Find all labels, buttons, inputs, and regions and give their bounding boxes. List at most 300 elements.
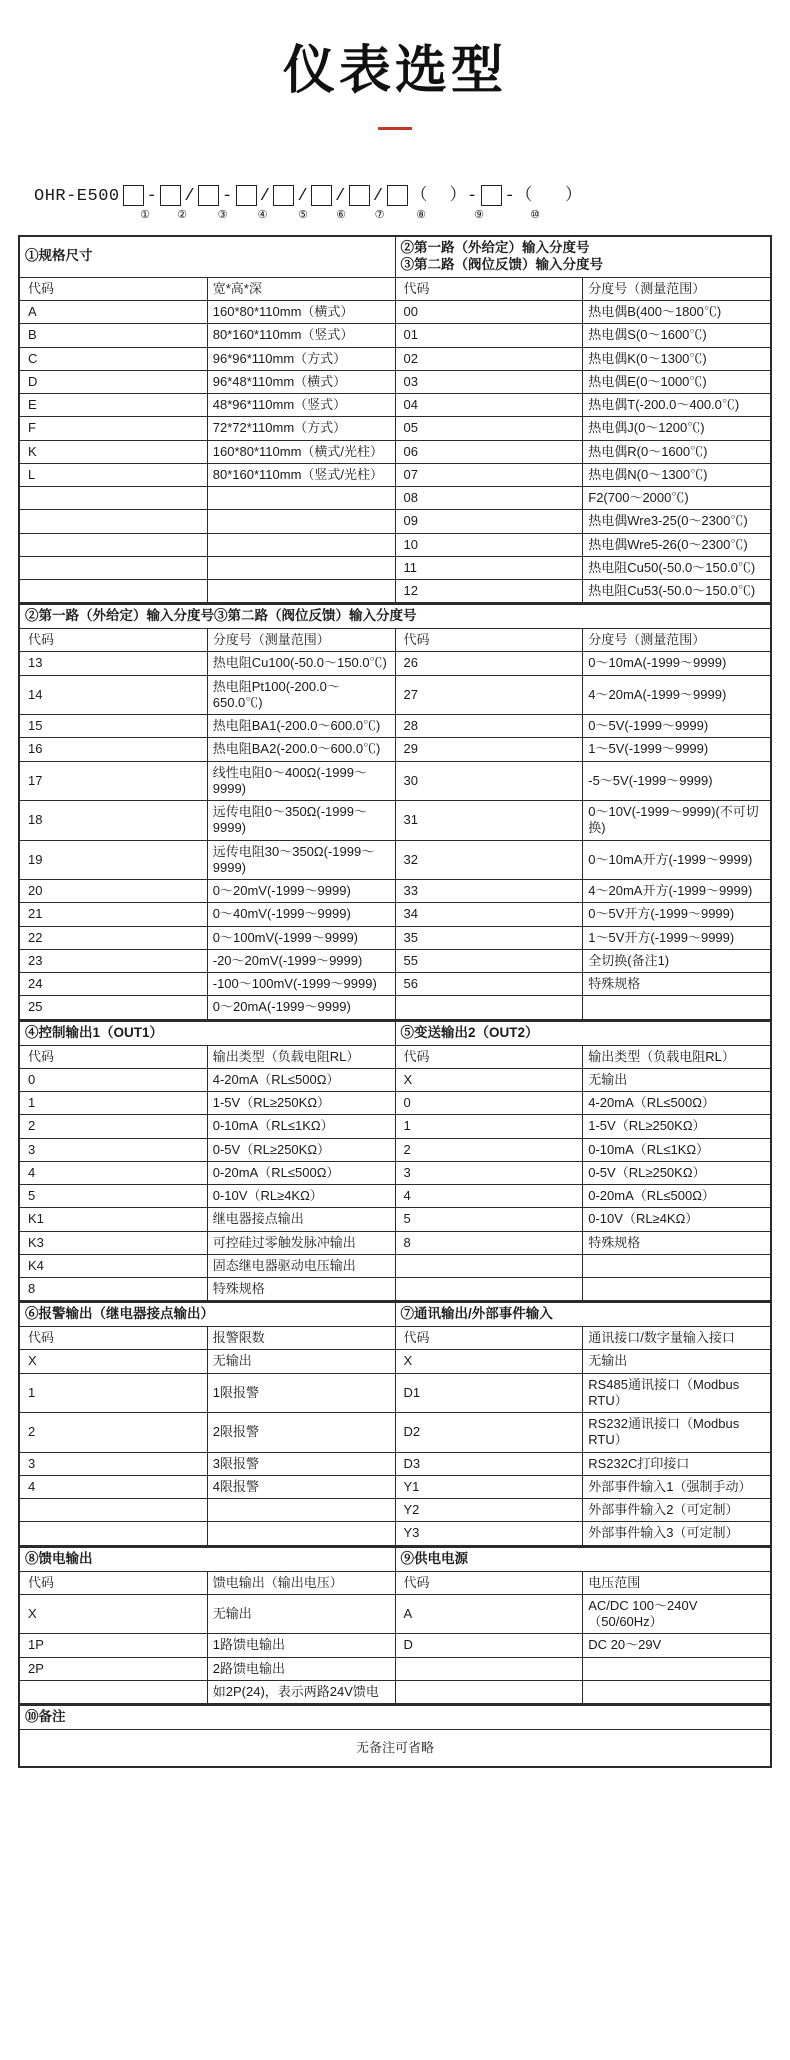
s2-l-code-1: 14 [20,675,208,715]
s2-l-desc-7: 0～20mV(-1999～9999) [207,880,395,903]
table-row [20,1499,771,1522]
s2-r-code-8: 34 [395,903,583,926]
table-row [20,463,771,486]
s3-r-desc-1: 4-20mA（RL≤500Ω） [583,1092,771,1115]
section-2-header-code-left: 代码 [20,629,208,652]
s5-l-desc-0: 无输出 [207,1594,395,1634]
s4-l-blank-desc-5 [207,1499,395,1522]
s3-r-code-2: 1 [395,1115,583,1138]
section-5-left-title: ⑧馈电输出 [20,1547,396,1571]
s2-r-code-10: 55 [395,949,583,972]
section-2-table [18,604,772,1020]
s1-l-blank-10 [20,533,208,556]
s1-l-blank-11 [20,556,208,579]
section-4-header-code-left: 代码 [20,1327,208,1350]
table-row [20,556,771,579]
s3-l-desc-2: 0-10mA（RL≤1KΩ） [207,1115,395,1138]
s1-l-code-5: F [20,417,208,440]
s3-r-code-6: 5 [395,1208,583,1231]
s3-r-blank-8 [395,1254,583,1277]
s2-r-code-3: 29 [395,738,583,761]
s1-r-code-1: 01 [395,324,583,347]
s1-l-blank-12 [20,580,208,603]
table-row [20,324,771,347]
s2-r-desc-8: 0～5V开方(-1999～9999) [583,903,771,926]
s5-r-blank-2 [395,1657,583,1680]
s2-r-desc-5: 0～10V(-1999～9999)(不可切换) [583,801,771,841]
s2-r-desc-9: 1～5V开方(-1999～9999) [583,926,771,949]
s3-r-desc-0: 无输出 [583,1068,771,1091]
s1-r-code-7: 07 [395,463,583,486]
s5-r-desc-0: AC/DC 100～240V（50/60Hz） [583,1594,771,1634]
s1-r-desc-11: 热电阻Cu50(-50.0～150.0℃) [583,556,771,579]
s3-l-code-2: 2 [20,1115,208,1138]
s1-r-code-8: 08 [395,487,583,510]
s4-r-desc-6: 外部事件输入3（可定制） [583,1522,771,1545]
s4-r-code-3: D3 [395,1452,583,1475]
s5-l-blank-3 [20,1680,208,1703]
s2-l-code-8: 21 [20,903,208,926]
s2-l-desc-9: 0～100mV(-1999～9999) [207,926,395,949]
section-4-right-title: ⑦通讯输出/外部事件输入 [395,1303,771,1327]
s4-r-code-1: D1 [395,1373,583,1413]
s1-l-desc-6: 160*80*110mm（横式/光柱） [207,440,395,463]
s2-r-desc-0: 0～10mA(-1999～9999) [583,652,771,675]
s2-l-desc-3: 热电阻BA2(-200.0～600.0℃) [207,738,395,761]
s2-r-desc-4: -5～5V(-1999～9999) [583,761,771,801]
s1-l-code-0: A [20,301,208,324]
table-row [20,1254,771,1277]
section-5-heading-row [20,1547,771,1571]
s1-r-code-6: 06 [395,440,583,463]
section-1-header-row [20,277,771,300]
section-4-header-desc-right: 通讯接口/数字量输入接口 [583,1327,771,1350]
s1-r-desc-7: 热电偶N(0～1300℃) [583,463,771,486]
s4-l-code-2: 2 [20,1413,208,1453]
section-1-table [18,235,772,604]
s2-r-desc-1: 4～20mA(-1999～9999) [583,675,771,715]
s1-r-desc-9: 热电偶Wre3-25(0～2300℃) [583,510,771,533]
section-3-heading-row [20,1021,771,1045]
s4-l-blank-5 [20,1499,208,1522]
s2-r-blank-desc-12 [583,996,771,1019]
s3-l-code-1: 1 [20,1092,208,1115]
section-5-header-desc-right: 电压范围 [583,1571,771,1594]
section-5-table [18,1547,772,1705]
section-5-right-title: ⑨供电电源 [395,1547,771,1571]
section-1-right-title-line2: ③第二路（阀位反馈）输入分度号 [400,256,603,272]
table-row [20,738,771,761]
model-index-row [34,208,790,221]
table-row [20,1115,771,1138]
section-4-header-desc-left: 报警限数 [207,1327,395,1350]
s3-l-desc-5: 0-10V（RL≥4KΩ） [207,1185,395,1208]
s2-l-desc-1: 热电阻Pt100(-200.0～650.0℃) [207,675,395,715]
section-3-right-title: ⑤变送输出2（OUT2） [395,1021,771,1045]
section-3-header-row [20,1045,771,1068]
model-box-5[interactable] [273,185,294,206]
s3-r-blank-desc-8 [583,1254,771,1277]
s2-r-desc-7: 4～20mA开方(-1999～9999) [583,880,771,903]
table-row [20,1680,771,1703]
model-sep-slash-5: / [372,187,384,206]
model-prefix: OHR-E500 [34,187,120,206]
s2-l-desc-11: -100～100mV(-1999～9999) [207,973,395,996]
s1-r-code-0: 00 [395,301,583,324]
s1-r-code-10: 10 [395,533,583,556]
table-row [20,1138,771,1161]
s2-l-code-4: 17 [20,761,208,801]
section-2-title: ②第一路（外给定）输入分度号③第二路（阀位反馈）输入分度号 [20,605,771,629]
s5-r-blank-desc-3 [583,1680,771,1703]
table-row [20,996,771,1019]
section-1-right-header-desc: 分度号（测量范围） [583,277,771,300]
s1-l-desc-0: 160*80*110mm（横式） [207,301,395,324]
s1-r-desc-4: 热电偶T(-200.0～400.0℃) [583,394,771,417]
table-row [20,417,771,440]
table-row [20,1452,771,1475]
s2-l-code-0: 13 [20,652,208,675]
table-row [20,1092,771,1115]
section-3-header-code-right: 代码 [395,1045,583,1068]
s5-l-code-1: 1P [20,1634,208,1657]
model-paren-2: -（ ） [504,187,583,206]
table-row [20,1350,771,1373]
table-row [20,1373,771,1413]
model-code-line [34,176,790,206]
section-2-header-code-right: 代码 [395,629,583,652]
s3-r-desc-3: 0-10mA（RL≤1KΩ） [583,1138,771,1161]
s5-r-code-1: D [395,1634,583,1657]
s1-r-desc-1: 热电偶S(0～1600℃) [583,324,771,347]
s3-l-desc-9: 特殊规格 [207,1278,395,1301]
s2-r-desc-10: 全切换(备注1) [583,949,771,972]
s1-r-desc-8: F2(700～2000℃) [583,487,771,510]
s1-l-desc-3: 96*48*110mm（横式） [207,370,395,393]
s1-r-code-11: 11 [395,556,583,579]
section-1-left-header-code: 代码 [20,277,208,300]
table-row [20,949,771,972]
table-row [20,533,771,556]
s2-l-code-11: 24 [20,973,208,996]
section-6-note: 无备注可省略 [20,1729,771,1766]
s4-r-desc-1: RS485通讯接口（Modbus RTU） [583,1373,771,1413]
s4-l-desc-1: 1限报警 [207,1373,395,1413]
s2-l-desc-8: 0～40mV(-1999～9999) [207,903,395,926]
table-row [20,926,771,949]
s4-r-code-4: Y1 [395,1475,583,1498]
s1-l-desc-1: 80*160*110mm（竖式） [207,324,395,347]
model-code-area [0,176,790,221]
s3-r-desc-7: 特殊规格 [583,1231,771,1254]
s5-l-desc-1: 1路馈电输出 [207,1634,395,1657]
section-1-right-header-code: 代码 [395,277,583,300]
table-row [20,301,771,324]
s4-l-code-0: X [20,1350,208,1373]
s3-r-code-1: 0 [395,1092,583,1115]
title-divider [378,127,412,130]
table-row [20,370,771,393]
s3-r-desc-5: 0-20mA（RL≤500Ω） [583,1185,771,1208]
s4-l-blank-6 [20,1522,208,1545]
s1-r-desc-12: 热电阻Cu53(-50.0～150.0℃) [583,580,771,603]
s3-l-code-3: 3 [20,1138,208,1161]
s2-l-desc-10: -20～20mV(-1999～9999) [207,949,395,972]
section-6-title: ⑩备注 [20,1706,771,1730]
model-box-9[interactable] [481,185,502,206]
s2-l-desc-12: 0～20mA(-1999～9999) [207,996,395,1019]
s3-r-code-5: 4 [395,1185,583,1208]
model-box-6[interactable] [311,185,332,206]
s2-r-code-5: 31 [395,801,583,841]
model-index-6: ⑥ [336,209,346,221]
table-row [20,1278,771,1301]
s1-l-code-7: L [20,463,208,486]
table-row [20,1068,771,1091]
table-row [20,880,771,903]
s2-r-desc-2: 0～5V(-1999～9999) [583,715,771,738]
s3-l-code-5: 5 [20,1185,208,1208]
s2-r-desc-11: 特殊规格 [583,973,771,996]
model-box-3[interactable] [198,185,219,206]
s3-r-blank-desc-9 [583,1278,771,1301]
model-index-1: ① [140,209,150,221]
s1-l-blank-desc-8 [207,487,395,510]
section-4-heading-row [20,1303,771,1327]
s2-l-code-12: 25 [20,996,208,1019]
table-row [20,1161,771,1184]
s4-l-desc-3: 3限报警 [207,1452,395,1475]
s1-l-code-2: C [20,347,208,370]
page-title: 仪表选型 [282,41,507,101]
s1-r-code-12: 12 [395,580,583,603]
model-sep-dash-1: - [146,187,158,206]
model-index-10: ⑩ [530,209,540,221]
section-4-header-code-right: 代码 [395,1327,583,1350]
s1-r-desc-0: 热电偶B(400～1800℃) [583,301,771,324]
s3-r-desc-6: 0-10V（RL≥4KΩ） [583,1208,771,1231]
s3-r-code-3: 2 [395,1138,583,1161]
model-paren-1: （ ）- [410,187,478,206]
section-5-header-row [20,1571,771,1594]
section-5-header-code-right: 代码 [395,1571,583,1594]
table-row [20,675,771,715]
s1-l-code-4: E [20,394,208,417]
model-sep-dash-2: - [222,187,233,206]
section-1-right-title [395,237,771,278]
section-3-header-code-left: 代码 [20,1045,208,1068]
section-1-left-header-desc: 宽*高*深 [207,277,395,300]
model-index-9: ⑨ [474,209,484,221]
s4-l-desc-4: 4限报警 [207,1475,395,1498]
s2-r-desc-3: 1～5V(-1999～9999) [583,738,771,761]
section-1-left-title: ①规格尺寸 [20,237,396,278]
s2-r-code-4: 30 [395,761,583,801]
model-index-8: ⑧ [416,209,426,221]
section-5-header-desc-left: 馈电输出（输出电压） [207,1571,395,1594]
s1-l-blank-desc-11 [207,556,395,579]
s5-l-code-2: 2P [20,1657,208,1680]
model-index-4: ④ [257,209,268,221]
s4-r-desc-3: RS232C打印接口 [583,1452,771,1475]
s2-l-desc-0: 热电阻Cu100(-50.0～150.0℃) [207,652,395,675]
section-3-table [18,1021,772,1303]
s3-l-desc-8: 固态继电器驱动电压输出 [207,1254,395,1277]
s1-r-code-4: 04 [395,394,583,417]
s3-l-desc-3: 0-5V（RL≥250KΩ） [207,1138,395,1161]
s3-l-code-9: 8 [20,1278,208,1301]
model-box-1[interactable] [123,185,144,206]
s2-l-desc-4: 线性电阻0～400Ω(-1999～9999) [207,761,395,801]
table-row [20,1634,771,1657]
s2-r-code-6: 32 [395,840,583,880]
model-box-7[interactable] [349,185,370,206]
s5-r-blank-desc-2 [583,1657,771,1680]
s1-l-code-6: K [20,440,208,463]
s1-l-blank-desc-9 [207,510,395,533]
s2-r-desc-6: 0～10mA开方(-1999～9999) [583,840,771,880]
s4-r-code-5: Y2 [395,1499,583,1522]
section-4-table [18,1302,772,1546]
table-row [20,1208,771,1231]
s2-r-code-2: 28 [395,715,583,738]
table-row [20,510,771,533]
section-1-heading-row [20,237,771,278]
s4-l-desc-0: 无输出 [207,1350,395,1373]
section-2-header-row [20,629,771,652]
s3-r-code-4: 3 [395,1161,583,1184]
s1-r-code-3: 03 [395,370,583,393]
table-row [20,1594,771,1634]
model-box-8[interactable] [387,185,408,206]
table-row [20,347,771,370]
model-index-2: ② [177,209,187,221]
s4-r-code-2: D2 [395,1413,583,1453]
s2-l-code-2: 15 [20,715,208,738]
s3-r-desc-4: 0-5V（RL≥250KΩ） [583,1161,771,1184]
s2-l-desc-6: 远传电阻30～350Ω(-1999～9999) [207,840,395,880]
section-2-header-desc-left: 分度号（测量范围） [207,629,395,652]
s1-l-desc-2: 96*96*110mm（方式） [207,347,395,370]
s1-r-code-5: 05 [395,417,583,440]
s2-r-blank-12 [395,996,583,1019]
s3-r-desc-2: 1-5V（RL≥250KΩ） [583,1115,771,1138]
s2-l-code-10: 23 [20,949,208,972]
s1-r-desc-3: 热电偶E(0～1000℃) [583,370,771,393]
s2-r-code-11: 56 [395,973,583,996]
s2-l-code-3: 16 [20,738,208,761]
section-3-header-desc-left: 输出类型（负载电阻RL） [207,1045,395,1068]
model-index-5: ⑤ [298,209,308,221]
s4-r-code-6: Y3 [395,1522,583,1545]
s2-l-code-6: 19 [20,840,208,880]
s1-r-code-9: 09 [395,510,583,533]
table-row [20,487,771,510]
s2-r-code-7: 33 [395,880,583,903]
s3-l-desc-6: 继电器接点输出 [207,1208,395,1231]
section-6-table [18,1705,772,1768]
table-row [20,1522,771,1545]
s2-r-code-1: 27 [395,675,583,715]
section-2-header-desc-right: 分度号（测量范围） [583,629,771,652]
s3-l-desc-4: 0-20mA（RL≤500Ω） [207,1161,395,1184]
s1-r-desc-6: 热电偶R(0～1600℃) [583,440,771,463]
s4-r-desc-2: RS232通讯接口（Modbus RTU） [583,1413,771,1453]
model-box-4[interactable] [236,185,257,206]
s3-l-code-6: K1 [20,1208,208,1231]
s1-l-blank-desc-10 [207,533,395,556]
model-sep-slash-4: / [335,187,346,206]
section-4-left-title: ⑥报警输出（继电器接点输出） [20,1303,396,1327]
s4-l-code-4: 4 [20,1475,208,1498]
section-3-left-title: ④控制输出1（OUT1） [20,1021,396,1045]
s4-l-desc-2: 2限报警 [207,1413,395,1453]
s3-l-desc-1: 1-5V（RL≥250KΩ） [207,1092,395,1115]
s1-r-code-2: 02 [395,347,583,370]
section-4-header-row [20,1327,771,1350]
s2-r-code-9: 35 [395,926,583,949]
s4-l-code-1: 1 [20,1373,208,1413]
s4-r-desc-0: 无输出 [583,1350,771,1373]
s1-l-code-1: B [20,324,208,347]
section-6-heading-row [20,1706,771,1730]
model-sep-slash-1: / [184,187,196,206]
s3-l-desc-0: 4-20mA（RL≤500Ω） [207,1068,395,1091]
s1-l-code-3: D [20,370,208,393]
s5-l-code-0: X [20,1594,208,1634]
s1-r-desc-10: 热电偶Wre5-26(0～2300℃) [583,533,771,556]
s5-r-blank-3 [395,1680,583,1703]
s1-r-desc-2: 热电偶K(0～1300℃) [583,347,771,370]
model-index-7: ⑦ [374,209,385,221]
s3-l-code-4: 4 [20,1161,208,1184]
s5-l-desc-2: 2路馈电输出 [207,1657,395,1680]
model-sep-slash-2: / [259,187,271,206]
s1-l-blank-9 [20,510,208,533]
s5-r-code-0: A [395,1594,583,1634]
s4-r-code-0: X [395,1350,583,1373]
table-row [20,973,771,996]
table-row [20,1185,771,1208]
s1-l-desc-5: 72*72*110mm（方式） [207,417,395,440]
model-box-2[interactable] [160,185,181,206]
table-row [20,580,771,603]
table-row [20,1231,771,1254]
table-row [20,801,771,841]
table-row [20,652,771,675]
table-row [20,840,771,880]
model-index-3: ③ [217,209,228,221]
s2-l-code-7: 20 [20,880,208,903]
table-row [20,903,771,926]
table-row [20,394,771,417]
section-2-heading-row [20,605,771,629]
model-sep-slash-3: / [297,187,309,206]
s3-l-code-7: K3 [20,1231,208,1254]
s2-l-code-9: 22 [20,926,208,949]
section-3-header-desc-right: 输出类型（负载电阻RL） [583,1045,771,1068]
s1-l-desc-4: 48*96*110mm（竖式） [207,394,395,417]
s2-l-code-5: 18 [20,801,208,841]
s5-l-desc-3: 如2P(24)，表示两路24V馈电 [207,1680,395,1703]
s3-l-code-0: 0 [20,1068,208,1091]
s5-r-desc-1: DC 20～29V [583,1634,771,1657]
s4-r-desc-5: 外部事件输入2（可定制） [583,1499,771,1522]
s1-l-blank-8 [20,487,208,510]
s2-l-desc-2: 热电阻BA1(-200.0～600.0℃) [207,715,395,738]
table-row [20,761,771,801]
s3-r-blank-9 [395,1278,583,1301]
